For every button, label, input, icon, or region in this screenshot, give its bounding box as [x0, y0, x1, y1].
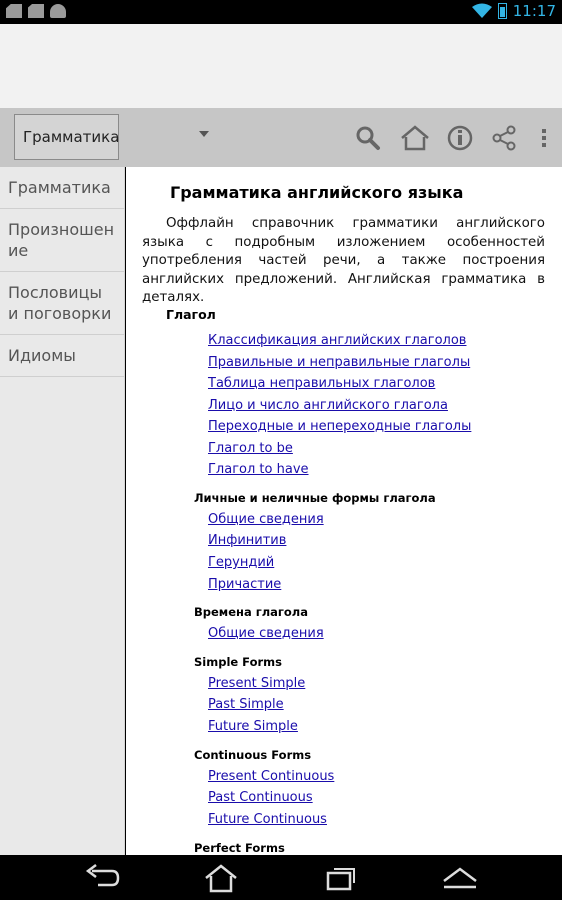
- back-icon[interactable]: [84, 863, 120, 893]
- link-transitive[interactable]: Переходные и непереходные глаголы: [208, 419, 472, 434]
- section-heading: Личные и неличные формы глагола: [194, 491, 436, 505]
- link-future-simple[interactable]: Future Simple: [208, 719, 298, 734]
- link-past-simple[interactable]: Past Simple: [208, 697, 284, 712]
- intro-paragraph: Оффлайн справочник грамматики английского языка с подробным изложением особенностей употребления частей речи, а также построения английских предложений. Английская грамматика в деталях.: [142, 216, 545, 305]
- overflow-icon[interactable]: [534, 123, 554, 153]
- sim-notification-icon: [6, 4, 22, 18]
- link-irregular-table[interactable]: Таблица неправильных глаголов: [208, 376, 436, 391]
- section-heading: Simple Forms: [194, 655, 282, 669]
- home-icon[interactable]: [203, 863, 239, 893]
- link-verb-classification[interactable]: Классификация английских глаголов: [208, 333, 467, 348]
- sidebar-item-grammar[interactable]: [0, 167, 124, 209]
- sidebar-item-pronunciation[interactable]: [0, 209, 124, 272]
- sd-card-icon: [28, 4, 44, 18]
- link-to-be[interactable]: Глагол to be: [208, 441, 293, 456]
- link-participle[interactable]: Причастие: [208, 577, 282, 592]
- menu-up-icon[interactable]: [442, 863, 478, 893]
- content-pane[interactable]: [126, 167, 562, 855]
- sidebar-item-label: Грамматика: [8, 178, 111, 197]
- sidebar-item-proverbs[interactable]: [0, 272, 124, 335]
- action-bar: [0, 108, 562, 167]
- link-regular-irregular[interactable]: Правильные и неправильные глаголы: [208, 355, 471, 370]
- sidebar-item-label: Пословицы и поговорки: [8, 283, 112, 323]
- section-heading: Времена глагола: [194, 605, 308, 619]
- navigation-bar: [0, 855, 562, 900]
- section-heading: Continuous Forms: [194, 748, 312, 762]
- link-gerund[interactable]: Герундий: [208, 555, 275, 570]
- section-heading: Глагол: [166, 307, 216, 322]
- status-bar: [0, 0, 562, 24]
- link-person-number[interactable]: Лицо и число английского глагола: [208, 398, 448, 413]
- sidebar-item-idioms[interactable]: [0, 335, 124, 377]
- link-tenses-general[interactable]: Общие сведения: [208, 626, 324, 641]
- title-area: [0, 24, 562, 108]
- link-present-continuous[interactable]: Present Continuous: [208, 769, 335, 784]
- system-indicators: [472, 2, 556, 20]
- search-icon[interactable]: [353, 123, 383, 153]
- sidebar-item-label: Произношение: [8, 220, 115, 260]
- info-icon[interactable]: [445, 123, 475, 153]
- chevron-down-icon[interactable]: [199, 131, 209, 137]
- page-title: Грамматика английского языка: [170, 183, 464, 202]
- section-spinner[interactable]: [14, 114, 119, 160]
- link-future-continuous[interactable]: Future Continuous: [208, 812, 327, 827]
- spinner-value: Грамматика: [23, 128, 120, 146]
- wifi-icon: [472, 3, 492, 19]
- battery-icon: [498, 3, 507, 19]
- home-icon[interactable]: [399, 123, 431, 153]
- sidebar-item-label: Идиомы: [8, 346, 76, 365]
- link-present-simple[interactable]: Present Simple: [208, 676, 306, 691]
- recent-apps-icon[interactable]: [324, 863, 360, 893]
- android-notification-icon: [50, 4, 66, 18]
- link-infinitive[interactable]: Инфинитив: [208, 533, 287, 548]
- clock: 11:17: [512, 2, 556, 20]
- notification-icons: [6, 4, 66, 18]
- link-to-have[interactable]: Глагол to have: [208, 462, 309, 477]
- share-icon[interactable]: [489, 123, 519, 153]
- sidebar: [0, 167, 125, 855]
- section-heading: Perfect Forms: [194, 841, 285, 855]
- link-general[interactable]: Общие сведения: [208, 512, 324, 527]
- link-past-continuous[interactable]: Past Continuous: [208, 790, 313, 805]
